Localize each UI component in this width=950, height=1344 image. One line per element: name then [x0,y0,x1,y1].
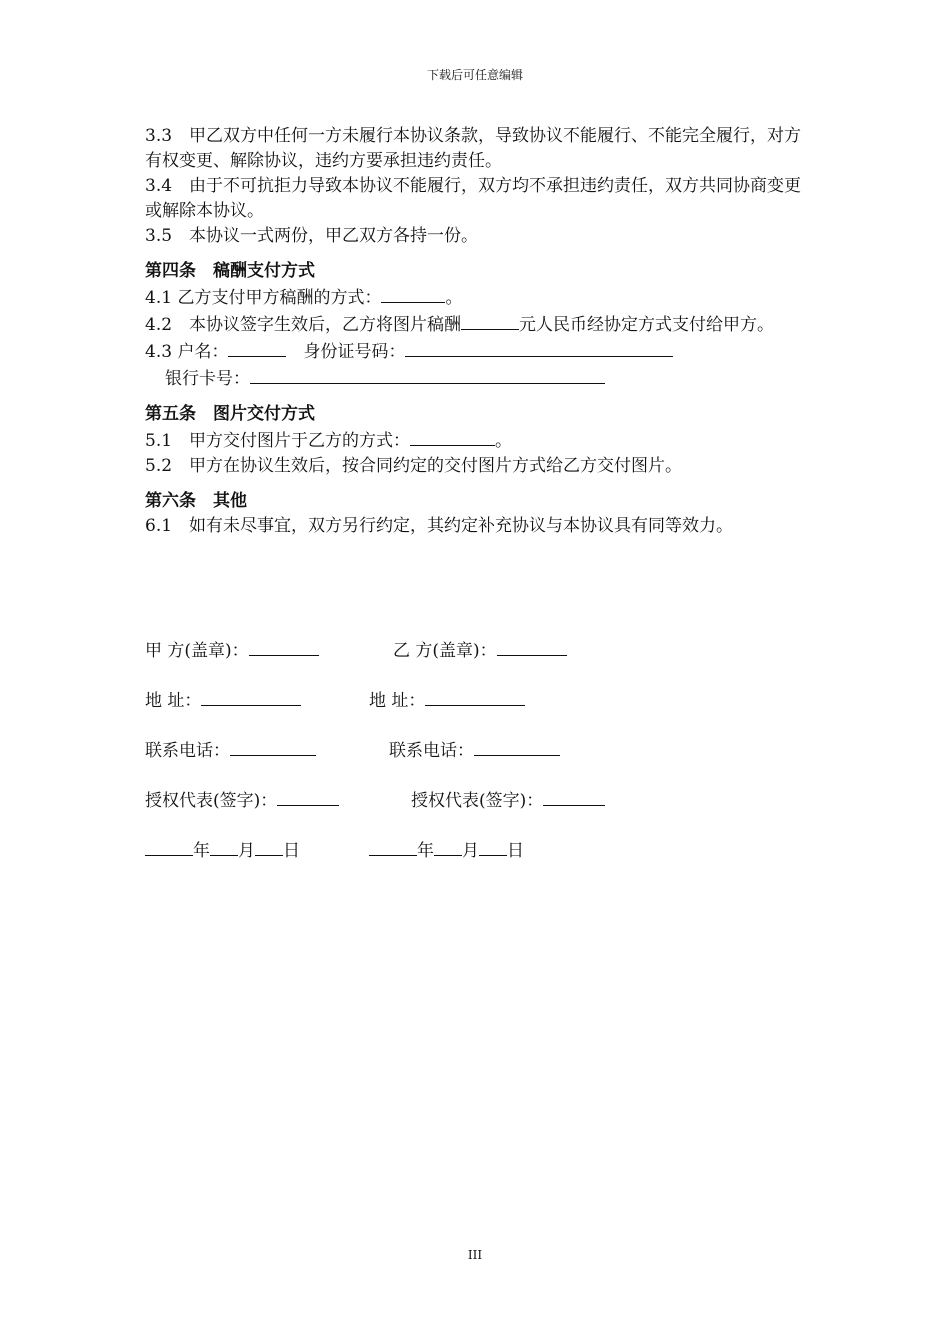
clause-4-2-label: 4.2 本协议签字生效后，乙方将图片稿酬 [145,315,462,335]
clause-5-1 [145,427,810,454]
party-b-seal-blank[interactable] [497,637,567,656]
day-label: 日 [507,841,524,861]
clause-4-2-end: 元人民币经协定方式支付给甲方。 [519,315,775,335]
party-a-seal-blank[interactable] [249,637,319,656]
party-b-representative [411,786,605,811]
party-b-address-blank[interactable] [425,687,525,706]
year-label: 年 [193,841,210,861]
party-b-label: 乙 方(盖章)： [393,641,497,661]
clause-4-3-bank [145,365,810,392]
clause-5-2: 5.2 甲方在协议生效后，按合同约定的交付图片方式给乙方交付图片。 [145,456,683,476]
party-a-phone [145,736,316,761]
party-b-rep-label: 授权代表(签字)： [411,791,544,811]
article-5-heading: 第五条 图片交付方式 [145,404,315,424]
clause-6-1: 6.1 如有未尽事宜，双方另行约定，其约定补充协议与本协议具有同等效力。 [145,516,734,536]
clause-4-3 [145,338,810,365]
account-name-label: 4.3 户名： [145,342,229,362]
page-header: 下载后可任意编辑 [426,68,523,82]
party-b-date [369,836,524,861]
party-a-rep-label: 授权代表(签字)： [145,791,278,811]
bank-card-label: 银行卡号： [165,369,250,389]
clause-5-1-label: 5.1 甲方交付图片于乙方的方式： [145,431,411,451]
party-a-seal [145,636,319,661]
party-b-phone-label: 联系电话： [389,741,474,761]
delivery-method-blank[interactable] [410,427,495,446]
id-number-label: 身份证号码： [286,342,406,362]
page-number: III [467,1248,483,1262]
clause-4-1 [145,284,810,311]
month-label: 月 [462,841,479,861]
month-label: 月 [238,841,255,861]
party-a-day-blank[interactable] [255,837,283,856]
contract-body [145,124,810,539]
party-a-representative [145,786,339,811]
party-a-phone-label: 联系电话： [145,741,230,761]
clause-3-4: 3.4 由于不可抗拒力导致本协议不能履行，双方均不承担违约责任，双方共同协商变更或解除本协议。 [145,176,802,221]
party-b-month-blank[interactable] [434,837,462,856]
bank-card-blank[interactable] [250,365,605,384]
party-a-year-blank[interactable] [145,837,193,856]
clause-4-1-end: 。 [445,288,463,308]
fee-amount-blank[interactable] [461,311,519,330]
party-a-rep-blank[interactable] [277,787,339,806]
party-a-month-blank[interactable] [210,837,238,856]
party-b-rep-blank[interactable] [543,787,605,806]
party-b-phone-blank[interactable] [474,737,560,756]
payment-method-blank[interactable] [381,284,445,303]
party-b-phone [389,736,560,761]
clause-4-2 [145,311,810,338]
year-label: 年 [417,841,434,861]
party-b-day-blank[interactable] [479,837,507,856]
clause-5-1-end: 。 [495,431,513,451]
party-b-address-label: 地 址： [369,691,426,711]
article-6-heading: 第六条 其他 [145,491,247,511]
id-number-blank[interactable] [405,338,673,357]
party-a-address-blank[interactable] [201,687,301,706]
day-label: 日 [283,841,300,861]
party-a-date [145,836,300,861]
party-b-address [369,686,525,711]
clause-3-5: 3.5 本协议一式两份，甲乙双方各持一份。 [145,226,479,246]
clause-4-1-label: 4.1 乙方支付甲方稿酬的方式： [145,288,382,308]
account-name-blank[interactable] [228,338,286,357]
party-a-address [145,686,301,711]
party-a-label: 甲 方(盖章)： [145,641,249,661]
party-b-seal [393,636,567,661]
party-b-year-blank[interactable] [369,837,417,856]
party-a-phone-blank[interactable] [230,737,316,756]
article-4-heading: 第四条 稿酬支付方式 [145,261,315,281]
party-a-address-label: 地 址： [145,691,202,711]
clause-3-3: 3.3 甲乙双方中任何一方未履行本协议条款，导致协议不能履行、不能完全履行，对方有权变更、解除协议，违约方要承担违约责任。 [145,126,802,171]
